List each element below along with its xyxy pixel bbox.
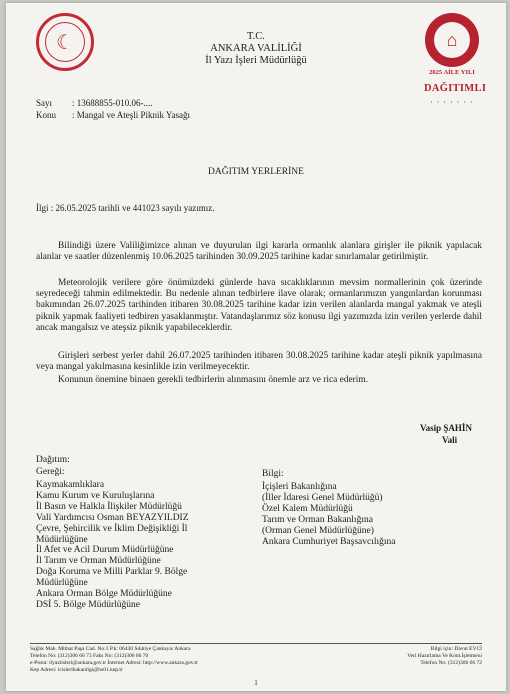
- list-item: Vali Yardımcısı Osman BEYAZYILDIZ: [36, 512, 189, 523]
- sayi-label: Sayı: [36, 98, 53, 108]
- document-page: [6, 3, 506, 691]
- bilgi-list: [262, 482, 396, 547]
- footer-contact-name: Bilgi için: Davut EVCİ: [430, 646, 482, 652]
- paragraph-2: Meteorolojik verilere göre önümüzdeki günlerde hava sıcaklıklarının mevsim normallerinin çok üzerinde seyredeceği tahmin edilmektedir. Bu nedenle alınan tedbirlere ilave olarak; ormanlarımızın yangınlardan korunması bakımından 26.07.2025 tarihinden itibaren 30.08.2025 tarihine kadar izin verilen alanlarda mangal yakmak ve ateşli piknik yapmak faaliyeti tedbiren yasaklanmıştır. Vatandaşlarımız söz konusu ilgi yazımızda izin verilen yerlerde dahil ancak mangalsız ve ateşsiz piknik yapabileceklerdir.: [36, 278, 482, 333]
- signatory-title: Vali: [442, 435, 458, 445]
- family-icon: ⌂: [434, 22, 470, 58]
- list-item: İçişleri Bakanlığına: [262, 482, 337, 492]
- footer-left: [30, 646, 198, 674]
- paragraph-4: Konunun önemine binaen gerekli tedbirlerin alınmasını önemle arz ve rica ederim.: [58, 375, 369, 385]
- recipient-heading: DAĞITIM YERLERİNE: [208, 167, 304, 177]
- list-item: Müdürlüğüne: [36, 578, 88, 589]
- list-item: Kaymakamlıklara: [36, 480, 105, 490]
- footer-contact-phone: Telefon No: (312)306 66 72: [420, 660, 482, 666]
- ilgi-line: İlgi : 26.05.2025 tarihli ve 441023 sayılı yazımız.: [36, 203, 215, 213]
- list-item: (İller İdaresi Genel Müdürlüğü): [262, 492, 383, 503]
- list-item: Ankara Orman Bölge Müdürlüğüne: [36, 589, 172, 600]
- signatory-name: Vasip ŞAHİN: [420, 423, 472, 433]
- tc-label: T.C.: [247, 31, 265, 42]
- konu-label: Konu: [36, 110, 56, 120]
- footer-kep: Kep Adresi: icisleribakanligi@hs01.kep.tr: [30, 667, 123, 673]
- crescent-star-icon: ☾: [45, 22, 85, 62]
- footer-divider: [30, 643, 482, 644]
- list-item: Özel Kalem Müdürlüğü: [262, 503, 353, 514]
- sayi-value: : 13688855-010.06-....: [72, 98, 153, 108]
- distribution-stamp: DAĞITIMLI: [424, 83, 487, 94]
- geregi-label: Gereği:: [36, 467, 65, 477]
- page-number: 1: [254, 679, 258, 687]
- footer-contact-title: Veri Hazırlama Ve Kont.İşletmeni: [407, 653, 482, 659]
- paragraph-1: Bilindiği üzere Valiliğimizce alınan ve duyurulan ilgi kararla ormanlık alanlara girişler ile piknik yapılacak alanlar ve saatler düzenlenmiş 10.06.2025 tarihinden 30.09.2025 tarihine kadar sınırlamalar getirilmiştir.: [36, 241, 482, 263]
- paragraph-3: Girişleri serbest yerler dahil 26.07.2025 tarihinden itibaren 30.08.2025 tarihine kadar ateşli piknik yapılmasına veya mangal yakılmasına kesinlikle izin verilmeyecektir.: [36, 351, 482, 373]
- list-item: İl Basın ve Halkla İlişkiler Müdürlüğü: [36, 501, 182, 512]
- list-item: Tarım ve Orman Bakanlığına: [262, 514, 373, 525]
- footer-right: [396, 646, 482, 667]
- bilgi-label: Bilgi:: [262, 469, 284, 479]
- list-item: Kamu Kurum ve Kuruluşlarına: [36, 490, 155, 501]
- list-item: Ankara Cumhuriyet Başsavcılığına: [262, 536, 396, 547]
- aile-yili-logo: [425, 13, 479, 67]
- konu-value: : Mangal ve Ateşli Piknik Yasağı: [72, 110, 191, 120]
- list-item: İl Tarım ve Orman Müdürlüğüne: [36, 556, 161, 567]
- aile-yili-caption: 2025 AİLE YILI: [429, 69, 475, 76]
- list-item: Çevre, Şehircilik ve İklim Değişikliği İl: [36, 523, 188, 534]
- mudurluk-title: İl Yazı İşleri Müdürlüğü: [205, 55, 307, 66]
- geregi-list: [36, 480, 189, 611]
- list-item: Müdürlüğüne: [36, 534, 88, 545]
- list-item: (Orman Genel Müdürlüğüne): [262, 525, 374, 536]
- list-item: Doğa Koruma ve Milli Parklar 9. Bölge: [36, 567, 188, 578]
- valilik-title: ANKARA VALİLİĞİ: [210, 43, 302, 54]
- footer-address: Sağlık Mah. Mithat Paşa Cad. No:3 P.k: 06430 Sıhhiye Çankaya/ Ankara: [30, 646, 191, 652]
- list-item: DSİ 5. Bölge Müdürlüğüne: [36, 599, 140, 610]
- distribution-title: Dağıtım:: [36, 455, 70, 465]
- list-item: İl Afet ve Acil Durum Müdürlüğüne: [36, 545, 174, 556]
- distribution-dots: · · · · · · ·: [430, 98, 474, 107]
- footer-email: e-Posta: ilyaziisleri@ankara.gov.tr İnternet Adresi: http://www.ankara.gov.tr: [30, 660, 198, 666]
- footer-phone: Telefon No: (312)306 66 73 Faks No: (312)306 66 70: [30, 653, 149, 659]
